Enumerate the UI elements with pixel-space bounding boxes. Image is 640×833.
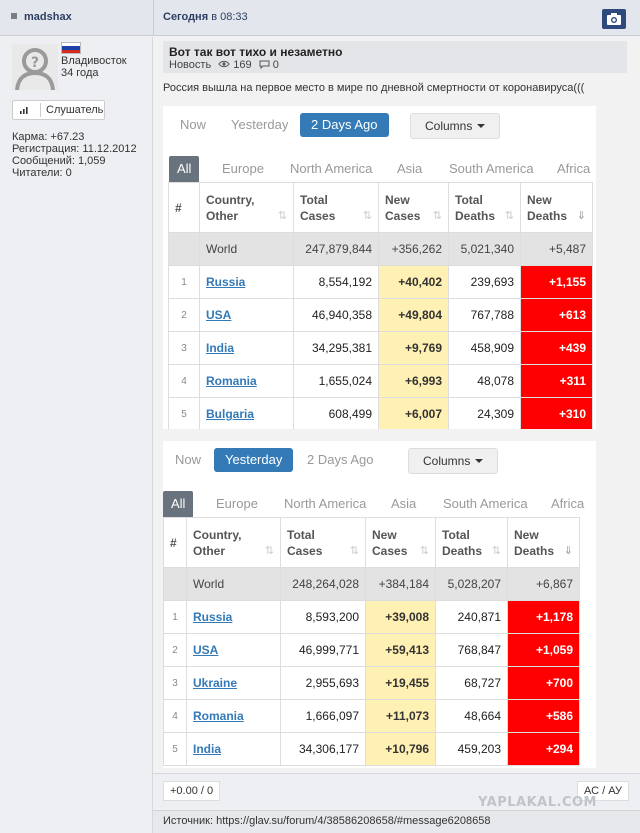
col-country[interactable]: Country, Other ⇅ <box>200 183 294 233</box>
world-label: World <box>200 233 294 266</box>
region-all[interactable]: All <box>169 156 199 182</box>
new-deaths: +1,059 <box>508 634 580 667</box>
total-deaths: 240,871 <box>436 601 508 634</box>
col-new-deaths[interactable]: New Deaths ⇓ <box>508 518 580 568</box>
world-total-deaths: 5,028,207 <box>436 568 508 601</box>
user-age: 34 года <box>61 67 99 79</box>
region-tabs <box>169 156 596 182</box>
total-cases: 1,666,097 <box>281 700 366 733</box>
new-deaths: +1,155 <box>521 266 593 299</box>
world-new-cases: +384,184 <box>366 568 436 601</box>
region-europe[interactable]: Europe <box>222 161 264 176</box>
world-total-deaths: 5,021,340 <box>449 233 521 266</box>
profile-panel <box>0 37 153 833</box>
bars-icon <box>19 106 29 114</box>
country-cell <box>187 700 281 733</box>
post-meta <box>169 59 283 71</box>
new-deaths: +700 <box>508 667 580 700</box>
post-title-bar <box>163 41 627 73</box>
new-deaths: +586 <box>508 700 580 733</box>
acau-button[interactable]: АС / АУ <box>577 781 629 801</box>
new-cases: +9,769 <box>379 332 449 365</box>
country-link[interactable]: USA <box>193 643 219 657</box>
new-deaths: +439 <box>521 332 593 365</box>
region-south-america[interactable]: South America <box>443 496 528 511</box>
new-deaths: +294 <box>508 733 580 766</box>
country-cell <box>187 733 281 766</box>
table-row <box>164 601 580 634</box>
columns-label: Columns <box>425 119 473 133</box>
table-row <box>169 299 593 332</box>
country-cell <box>200 332 294 365</box>
total-cases: 46,999,771 <box>281 634 366 667</box>
total-cases: 34,306,177 <box>281 733 366 766</box>
table-row <box>169 266 593 299</box>
sort-icon: ⇅ <box>349 545 359 557</box>
view-count: 169 <box>233 59 252 71</box>
total-cases: 608,499 <box>294 398 379 430</box>
rating-score[interactable]: +0.00 / 0 <box>163 781 220 801</box>
new-cases: +49,804 <box>379 299 449 332</box>
total-cases: 2,955,693 <box>281 667 366 700</box>
comment-icon <box>259 60 270 69</box>
total-deaths: 458,909 <box>449 332 521 365</box>
total-deaths: 24,309 <box>449 398 521 430</box>
registered: Регистрация: 11.12.2012 <box>12 143 137 155</box>
day-tabs <box>163 441 596 481</box>
col-new-cases[interactable]: New Cases ⇅ <box>379 183 449 233</box>
sort-icon: ⇅ <box>277 210 287 222</box>
comment-count[interactable]: 0 <box>272 59 279 71</box>
eye-icon <box>218 60 230 68</box>
region-all[interactable]: All <box>163 491 193 517</box>
region-europe[interactable]: Europe <box>216 496 258 511</box>
col-total-cases[interactable]: Total Cases ⇅ <box>294 183 379 233</box>
new-deaths: +1,178 <box>508 601 580 634</box>
sort-icon: ⇅ <box>419 545 429 557</box>
source-link[interactable]: Источник: https://glav.su/forum/4/38586208658/#message6208658 <box>163 815 491 827</box>
listener-button[interactable] <box>12 100 105 120</box>
country-link[interactable]: Romania <box>193 709 244 723</box>
new-deaths: +310 <box>521 398 593 430</box>
russia-flag-icon <box>61 42 81 54</box>
row-rank: 1 <box>169 266 200 299</box>
tab-yesterday[interactable]: Yesterday <box>231 117 289 132</box>
world-new-deaths: +5,487 <box>521 233 593 266</box>
row-rank: 2 <box>169 299 200 332</box>
readers-count: Читатели: 0 <box>12 167 72 179</box>
region-africa[interactable]: Africa <box>551 496 585 511</box>
covid-table-panel <box>163 106 596 429</box>
total-deaths: 48,078 <box>449 365 521 398</box>
columns-label: Columns <box>423 454 471 468</box>
col-total-deaths[interactable]: Total Deaths ⇅ <box>436 518 508 568</box>
world-row <box>164 568 580 601</box>
sort-icon: ⇅ <box>432 210 442 222</box>
chevron-down-icon <box>477 124 485 128</box>
new-cases: +40,402 <box>379 266 449 299</box>
new-cases: +6,007 <box>379 398 449 430</box>
table-header-row <box>164 518 580 568</box>
row-rank: 1 <box>164 601 187 634</box>
sort-icon: ⇅ <box>264 545 274 557</box>
total-cases: 8,593,200 <box>281 601 366 634</box>
world-label: World <box>187 568 281 601</box>
total-deaths: 48,664 <box>436 700 508 733</box>
table-row <box>169 332 593 365</box>
post-category[interactable]: Новость <box>169 59 212 71</box>
row-rank: 5 <box>169 398 200 430</box>
table-header-row <box>169 183 593 233</box>
col-num[interactable]: # <box>169 183 200 233</box>
covid-table <box>168 182 593 429</box>
col-total-cases[interactable]: Total Cases ⇅ <box>281 518 366 568</box>
user-city: Владивосток <box>61 55 127 67</box>
country-cell <box>200 299 294 332</box>
date-label: Сегодня <box>163 11 209 23</box>
total-deaths: 459,203 <box>436 733 508 766</box>
total-cases: 46,940,358 <box>294 299 379 332</box>
sort-icon: ⇅ <box>504 210 514 222</box>
new-cases: +10,796 <box>366 733 436 766</box>
tab-now[interactable]: Now <box>175 452 202 467</box>
world-num <box>164 568 187 601</box>
total-deaths: 768,847 <box>436 634 508 667</box>
table-row <box>164 733 580 766</box>
table-row <box>169 365 593 398</box>
table-row <box>164 700 580 733</box>
row-rank: 4 <box>169 365 200 398</box>
camera-icon[interactable] <box>602 9 626 29</box>
user-stats <box>12 131 137 179</box>
world-new-cases: +356,262 <box>379 233 449 266</box>
country-link[interactable]: Russia <box>206 275 246 289</box>
post-date <box>163 11 248 23</box>
new-cases: +6,993 <box>379 365 449 398</box>
world-new-deaths: +6,867 <box>508 568 580 601</box>
sort-icon: ⇅ <box>362 210 372 222</box>
country-link[interactable]: USA <box>206 308 232 322</box>
table-row <box>164 667 580 700</box>
col-new-deaths[interactable]: New Deaths ⇓ <box>521 183 593 233</box>
country-cell <box>200 398 294 430</box>
total-deaths: 239,693 <box>449 266 521 299</box>
country-cell <box>187 601 281 634</box>
table-row <box>164 634 580 667</box>
new-cases: +19,455 <box>366 667 436 700</box>
new-deaths: +613 <box>521 299 593 332</box>
new-deaths: +311 <box>521 365 593 398</box>
tab-2-days-ago[interactable]: 2 Days Ago <box>300 113 389 137</box>
country-link[interactable]: India <box>206 341 235 355</box>
sort-desc-icon: ⇓ <box>576 210 586 222</box>
region-north-america[interactable]: North America <box>284 496 367 511</box>
date-time: в 08:33 <box>211 11 248 23</box>
country-cell <box>200 365 294 398</box>
region-asia[interactable]: Asia <box>397 161 423 176</box>
region-north-america[interactable]: North America <box>290 161 373 176</box>
country-link[interactable]: Bulgaria <box>206 407 255 421</box>
new-cases: +59,413 <box>366 634 436 667</box>
row-rank: 5 <box>164 733 187 766</box>
post-text: Россия вышла на первое место в мире по дневной смертности от коронавируса((( <box>163 82 585 94</box>
listener-label: Слушатель <box>46 104 104 116</box>
message-count: Сообщений: 1,059 <box>12 155 106 167</box>
country-cell <box>200 266 294 299</box>
tab-yesterday[interactable]: Yesterday <box>214 448 293 472</box>
source-bar <box>153 810 640 833</box>
total-cases: 1,655,024 <box>294 365 379 398</box>
covid-table <box>163 517 580 766</box>
username[interactable]: madshax <box>11 11 72 23</box>
col-total-deaths[interactable]: Total Deaths ⇅ <box>449 183 521 233</box>
post-header <box>0 0 640 36</box>
world-num <box>169 233 200 266</box>
new-cases: +39,008 <box>366 601 436 634</box>
col-country[interactable]: Country, Other ⇅ <box>187 518 281 568</box>
covid-table-panel <box>163 441 596 768</box>
tab-now[interactable]: Now <box>180 117 207 132</box>
avatar[interactable] <box>12 44 58 90</box>
region-tabs <box>163 491 596 517</box>
karma: Карма: +67.23 <box>12 131 85 143</box>
region-asia[interactable]: Asia <box>391 496 417 511</box>
row-rank: 3 <box>164 667 187 700</box>
columns-button[interactable] <box>410 113 500 139</box>
sort-desc-icon: ⇓ <box>563 545 573 557</box>
table-row <box>169 398 593 430</box>
row-rank: 4 <box>164 700 187 733</box>
row-rank: 2 <box>164 634 187 667</box>
svg-text:?: ? <box>30 55 40 71</box>
country-link[interactable]: Ukraine <box>193 676 238 690</box>
sort-icon: ⇅ <box>491 545 501 557</box>
world-total-cases: 248,264,028 <box>281 568 366 601</box>
country-link[interactable]: Russia <box>193 610 233 624</box>
row-rank: 3 <box>169 332 200 365</box>
total-cases: 34,295,381 <box>294 332 379 365</box>
tab-2-days-ago[interactable]: 2 Days Ago <box>307 452 374 467</box>
country-link[interactable]: India <box>193 742 222 756</box>
country-cell <box>187 634 281 667</box>
world-total-cases: 247,879,844 <box>294 233 379 266</box>
post-title[interactable]: Вот так вот тихо и незаметно <box>169 45 343 59</box>
total-deaths: 767,788 <box>449 299 521 332</box>
total-deaths: 68,727 <box>436 667 508 700</box>
country-cell <box>187 667 281 700</box>
day-tabs <box>163 106 596 146</box>
region-south-america[interactable]: South America <box>449 161 534 176</box>
col-num[interactable]: # <box>164 518 187 568</box>
col-new-cases[interactable]: New Cases ⇅ <box>366 518 436 568</box>
region-africa[interactable]: Africa <box>557 161 591 176</box>
chevron-down-icon <box>475 459 483 463</box>
divider <box>153 0 154 36</box>
world-row <box>169 233 593 266</box>
total-cases: 8,554,192 <box>294 266 379 299</box>
columns-button[interactable] <box>408 448 498 474</box>
new-cases: +11,073 <box>366 700 436 733</box>
country-link[interactable]: Romania <box>206 374 257 388</box>
watermark: YAPLAKAL.COM <box>478 795 597 810</box>
